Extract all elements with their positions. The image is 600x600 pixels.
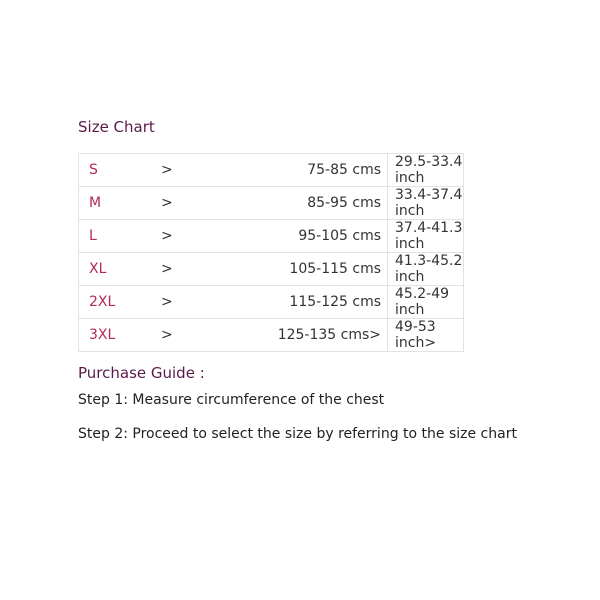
size-cms: 115-125 cms	[211, 286, 388, 319]
purchase-guide-title: Purchase Guide :	[78, 364, 205, 382]
size-chart-table	[78, 153, 464, 352]
size-inch: 37.4-41.3 inch	[388, 220, 464, 253]
size-inch: 29.5-33.4 inch	[388, 154, 464, 187]
size-label: S	[79, 154, 162, 187]
table-row	[79, 187, 464, 220]
table-row	[79, 253, 464, 286]
size-label: L	[79, 220, 162, 253]
size-label: M	[79, 187, 162, 220]
size-cms: 105-115 cms	[211, 253, 388, 286]
chevron-right-icon: >	[161, 187, 211, 220]
purchase-guide-step-1: Step 1: Measure circumference of the chest	[78, 392, 385, 408]
size-chart-title: Size Chart	[78, 118, 155, 136]
size-inch: 41.3-45.2 inch	[388, 253, 464, 286]
chevron-right-icon: >	[161, 220, 211, 253]
chevron-right-icon: >	[161, 154, 211, 187]
chevron-right-icon: >	[161, 286, 211, 319]
size-label: XL	[79, 253, 162, 286]
size-inch: 49-53 inch>	[395, 319, 437, 351]
purchase-guide-step-2: Step 2: Proceed to select the size by referring to the size chart	[78, 426, 517, 442]
size-cms: 125-135 cms>	[211, 319, 388, 352]
table-row	[79, 286, 464, 319]
size-cms: 85-95 cms	[211, 187, 388, 220]
chevron-right-icon: >	[161, 327, 173, 343]
size-cms: 75-85 cms	[211, 154, 388, 187]
size-cms: 95-105 cms	[211, 220, 388, 253]
size-label: 2XL	[79, 286, 162, 319]
size-label: 3XL	[89, 327, 116, 343]
chevron-right-icon: >	[161, 253, 211, 286]
table-row	[79, 319, 464, 352]
table-row	[79, 154, 464, 187]
size-inch: 33.4-37.4 inch	[388, 187, 464, 220]
table-row	[79, 220, 464, 253]
size-inch: 45.2-49 inch	[388, 286, 464, 319]
